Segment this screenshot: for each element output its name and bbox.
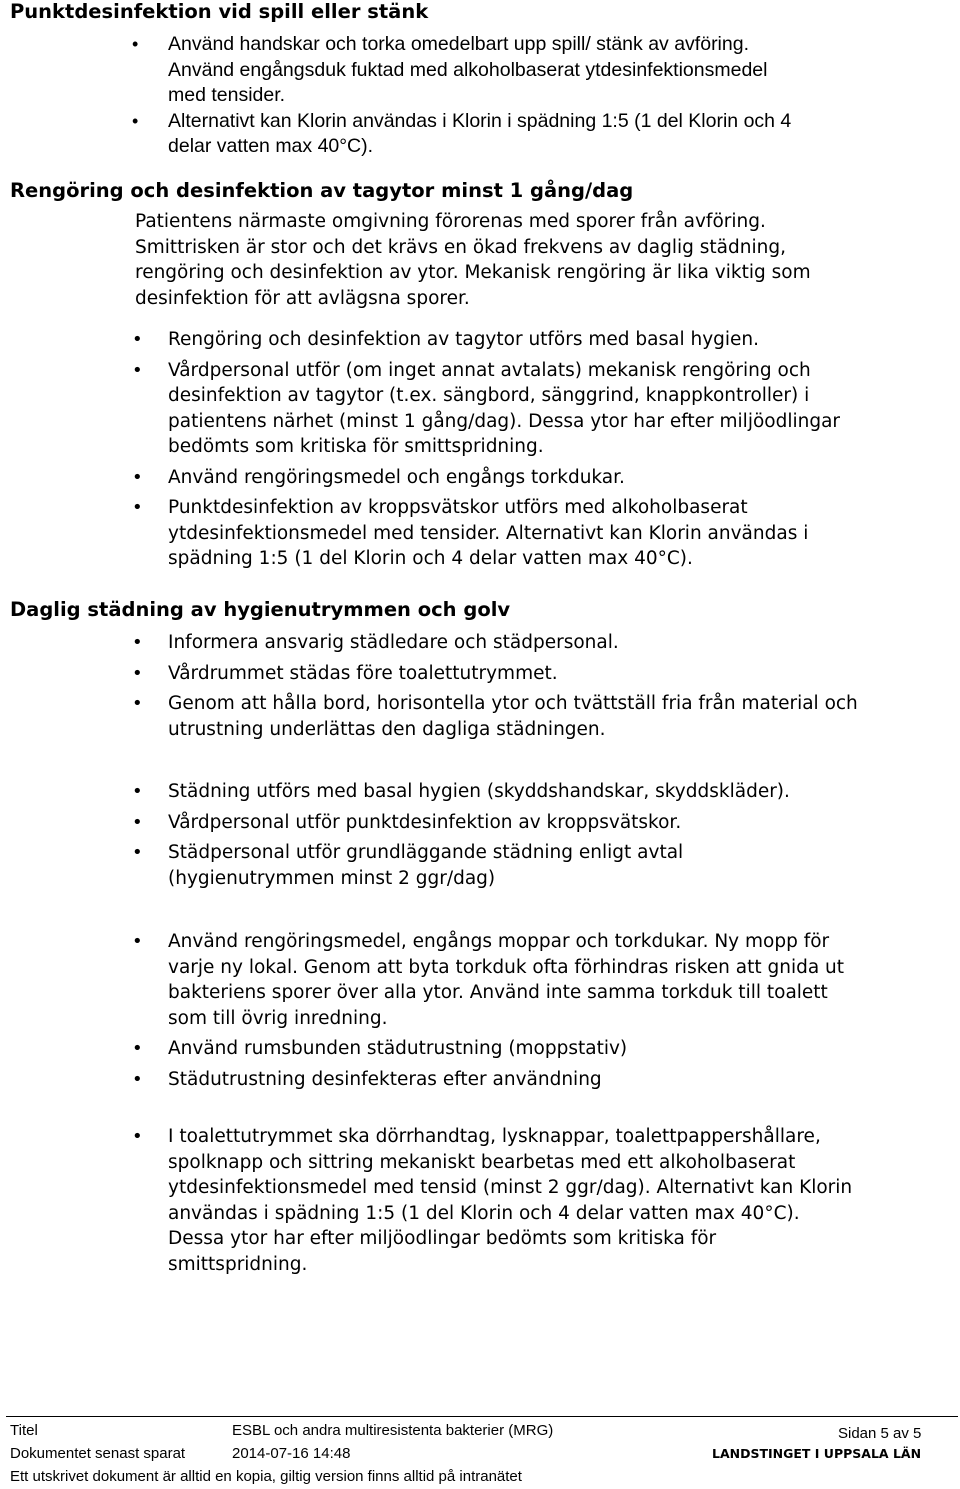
list-item-line: bedömts som kritiska för smittspridning. xyxy=(168,436,544,457)
list-item-line: • Rengöring och desinfektion av tagytor utförs med basal hygien. xyxy=(168,329,760,350)
footer-title-label: Titel xyxy=(10,1422,38,1439)
bullet-list-group-3 xyxy=(130,929,844,1092)
list-item xyxy=(130,465,840,491)
list-item-line: delar vatten max 40°C). xyxy=(168,135,374,157)
list-item xyxy=(130,661,858,687)
list-item xyxy=(130,327,840,353)
list-item-line: • Vårdrummet städas före toalettutrymmet. xyxy=(168,662,558,684)
list-item-line: Dessa ytor har efter miljöodlingar bedömts som kritiska för xyxy=(168,1228,717,1249)
bullet-list-group-1 xyxy=(130,630,858,742)
list-item-line: • Använd handskar och torka omedelbart upp spill/ stänk av avföring. xyxy=(168,33,750,55)
list-item-line: bakteriens sporer över alla ytor. Använd inte samma torkduk till toalett xyxy=(168,982,828,1003)
footer-saved-label: Dokumentet senast sparat xyxy=(10,1445,186,1462)
section-heading-tagytor: Rengöring och desinfektion av tagytor minst 1 gång/dag xyxy=(10,179,634,202)
list-item xyxy=(130,630,858,656)
list-item xyxy=(130,929,844,1031)
list-item-line: smittspridning. xyxy=(168,1253,308,1275)
list-item-line: utrustning underlättas den dagliga städningen. xyxy=(168,718,606,740)
intro-paragraph xyxy=(135,209,811,311)
footer-page-info: Sidan 5 av 5 xyxy=(838,1425,922,1442)
list-item-line: • Genom att hålla bord, horisontella ytor och tvättställ fria från material och xyxy=(168,693,858,714)
footer-saved-value: 2014-07-16 14:48 xyxy=(232,1445,351,1462)
list-item xyxy=(130,1067,844,1093)
list-item xyxy=(130,810,790,836)
list-item-line: • Använd rengöringsmedel, engångs moppar och torkdukar. Ny mopp för xyxy=(168,931,830,952)
list-item-line: • Vårdpersonal utför punktdesinfektion av kroppsvätskor. xyxy=(168,811,682,833)
bullet-list-tagytor xyxy=(130,327,840,572)
list-item xyxy=(130,109,791,160)
list-item xyxy=(130,779,790,805)
list-item-line: • Städutrustning desinfekteras efter användning xyxy=(168,1068,602,1090)
list-item xyxy=(130,1036,844,1062)
list-item-line: • I toalettutrymmet ska dörrhandtag, lysknappar, toalettpappershållare, xyxy=(168,1126,821,1147)
list-item-line: • Informera ansvarig städledare och städpersonal. xyxy=(168,632,619,653)
list-item-line: • Städpersonal utför grundläggande städning enligt avtal xyxy=(168,842,684,863)
list-item-line: som till övrig inredning. xyxy=(168,1007,388,1029)
bullet-list-group-2 xyxy=(130,779,790,891)
list-item xyxy=(130,691,858,742)
footer-organization: LANDSTINGET I UPPSALA LÄN xyxy=(712,1446,922,1461)
list-item-line: spolknapp och sittring mekaniskt bearbetas med ett alkoholbaserat xyxy=(168,1151,796,1173)
list-item-line: ytdesinfektionsmedel med tensid (minst 2 ggr/dag). Alternativt kan Klorin xyxy=(168,1177,853,1198)
list-item-line: • Städning utförs med basal hygien (skyddshandskar, skyddskläder). xyxy=(168,781,790,802)
list-item-line: desinfektion av tagytor (t.ex. sängbord, sänggrind, knappkontroller) i xyxy=(168,385,810,406)
list-item-line: varje ny lokal. Genom att byta torkduk ofta förhindras risken att gnida ut xyxy=(168,956,845,978)
list-item-line: • Använd rumsbunden städutrustning (moppstativ) xyxy=(168,1038,628,1059)
list-item-line: ytdesinfektionsmedel med tensider. Alternativt kan Klorin användas i xyxy=(168,522,809,544)
list-item-line: spädning 1:5 (1 del Klorin och 4 delar vatten max 40°C). xyxy=(168,548,693,569)
list-item-line: • Använd rengöringsmedel och engångs torkdukar. xyxy=(168,466,625,488)
list-item xyxy=(130,840,790,891)
list-item xyxy=(130,495,840,572)
paragraph-line: rengöring och desinfektion av ytor. Mekanisk rengöring är lika viktig som xyxy=(135,262,811,283)
section-heading-hygienutrymmen: Daglig städning av hygienutrymmen och golv xyxy=(10,598,511,621)
footer-divider xyxy=(6,1416,958,1417)
list-item-line: patientens närhet (minst 1 gång/dag). Dessa ytor har efter miljöodlingar xyxy=(168,410,841,432)
list-item-line: (hygienutrymmen minst 2 ggr/dag) xyxy=(168,867,496,889)
list-item xyxy=(130,32,791,109)
list-item-line: • Vårdpersonal utför (om inget annat avtalats) mekanisk rengöring och xyxy=(168,359,811,381)
paragraph-line: Patientens närmaste omgivning förorenas med sporer från avföring. xyxy=(135,211,766,232)
bullet-list-group-4 xyxy=(130,1124,852,1277)
list-item-line: • Alternativt kan Klorin användas i Klorin i spädning 1:5 (1 del Klorin och 4 xyxy=(168,109,792,132)
list-item-line: Använd engångsduk fuktad med alkoholbaserat ytdesinfektionsmedel xyxy=(168,58,768,81)
list-item xyxy=(130,1124,852,1277)
paragraph-line: desinfektion för att avlägsna sporer. xyxy=(135,287,470,309)
section-heading-spill: Punktdesinfektion vid spill eller stänk xyxy=(10,0,429,23)
footer-disclaimer: Ett utskrivet dokument är alltid en kopia, giltig version finns alltid på intranätet xyxy=(10,1468,522,1485)
bullet-list-spill xyxy=(130,32,791,160)
list-item-line: • Punktdesinfektion av kroppsvätskor utförs med alkoholbaserat xyxy=(168,497,748,518)
list-item-line: användas i spädning 1:5 (1 del Klorin och 4 delar vatten max 40°C). xyxy=(168,1202,800,1224)
list-item xyxy=(130,358,840,460)
list-item-line: med tensider. xyxy=(168,84,286,106)
footer-title-value: ESBL och andra multiresistenta bakterier (MRG) xyxy=(232,1422,554,1439)
paragraph-line: Smittrisken är stor och det krävs en ökad frekvens av daglig städning, xyxy=(135,236,786,258)
